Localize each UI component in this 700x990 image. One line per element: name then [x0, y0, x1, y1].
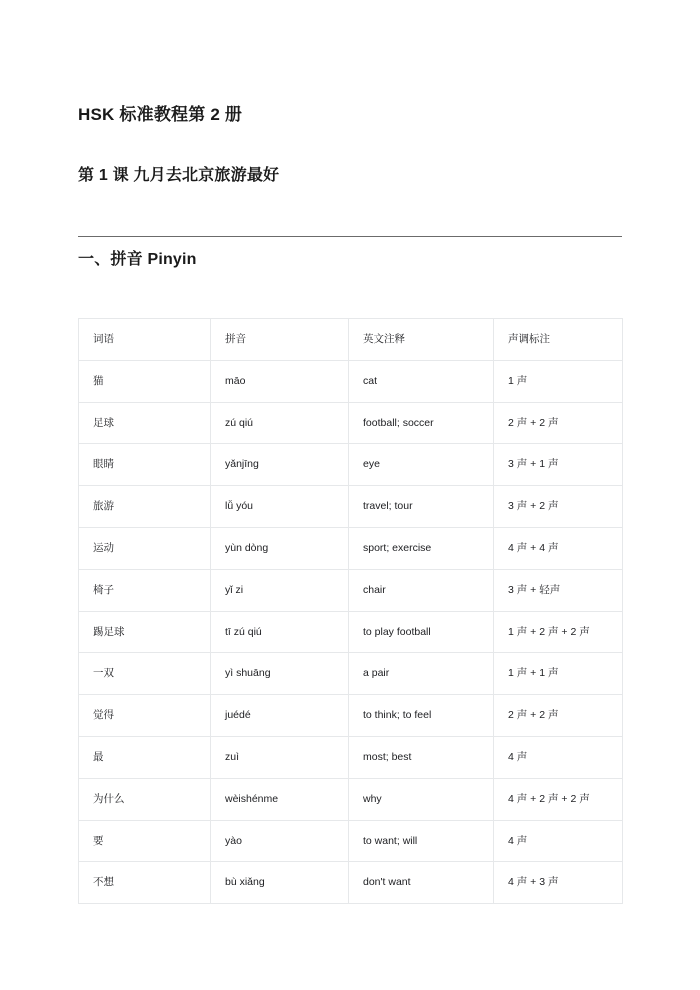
cell-english: cat: [349, 360, 494, 402]
cell-pinyin: yǎnjīng: [211, 444, 349, 486]
cell-tones: 3 声 + 2 声: [494, 486, 623, 528]
cell-word: 猫: [79, 360, 211, 402]
cell-tones: 2 声 + 2 声: [494, 402, 623, 444]
cell-word: 足球: [79, 402, 211, 444]
cell-english: why: [349, 778, 494, 820]
section-divider: [78, 236, 622, 237]
cell-tones: 1 声 + 1 声: [494, 653, 623, 695]
vocabulary-table-body: [79, 360, 623, 903]
cell-english: to want; will: [349, 820, 494, 862]
cell-pinyin: lǚ yóu: [211, 486, 349, 528]
cell-tones: 1 声: [494, 360, 623, 402]
document-title: HSK 标准教程第 2 册: [78, 105, 243, 124]
table-row: [79, 486, 623, 528]
cell-word: 觉得: [79, 695, 211, 737]
cell-word: 运动: [79, 527, 211, 569]
cell-word: 为什么: [79, 778, 211, 820]
cell-tones: 3 声 + 轻声: [494, 569, 623, 611]
cell-word: 椅子: [79, 569, 211, 611]
cell-tones: 1 声 + 2 声 + 2 声: [494, 611, 623, 653]
table-row: [79, 736, 623, 778]
column-header-english: 英文注释: [349, 319, 494, 361]
column-header-tones: 声调标注: [494, 319, 623, 361]
cell-tones: 2 声 + 2 声: [494, 695, 623, 737]
cell-tones: 4 声: [494, 820, 623, 862]
cell-pinyin: bù xiǎng: [211, 862, 349, 904]
table-row: [79, 360, 623, 402]
cell-pinyin: yào: [211, 820, 349, 862]
cell-pinyin: yì shuāng: [211, 653, 349, 695]
cell-word: 一双: [79, 653, 211, 695]
cell-tones: 3 声 + 1 声: [494, 444, 623, 486]
cell-word: 最: [79, 736, 211, 778]
table-row: [79, 527, 623, 569]
cell-pinyin: yùn dòng: [211, 527, 349, 569]
cell-english: chair: [349, 569, 494, 611]
cell-english: sport; exercise: [349, 527, 494, 569]
table-row: [79, 444, 623, 486]
cell-word: 要: [79, 820, 211, 862]
cell-tones: 4 声: [494, 736, 623, 778]
cell-word: 眼睛: [79, 444, 211, 486]
cell-pinyin: tī zú qiú: [211, 611, 349, 653]
column-header-word: 词语: [79, 319, 211, 361]
vocabulary-table-container: [78, 318, 622, 904]
cell-english: football; soccer: [349, 402, 494, 444]
cell-tones: 4 声 + 4 声: [494, 527, 623, 569]
lesson-title: 第 1 课 九月去北京旅游最好: [78, 166, 280, 184]
cell-word: 旅游: [79, 486, 211, 528]
table-header-row: [79, 319, 623, 361]
table-row: [79, 611, 623, 653]
table-row: [79, 402, 623, 444]
cell-english: to think; to feel: [349, 695, 494, 737]
table-row: [79, 653, 623, 695]
cell-tones: 4 声 + 2 声 + 2 声: [494, 778, 623, 820]
section-title-pinyin: 一、拼音 Pinyin: [78, 250, 197, 268]
cell-pinyin: yǐ zi: [211, 569, 349, 611]
table-row: [79, 820, 623, 862]
cell-pinyin: wèishénme: [211, 778, 349, 820]
cell-pinyin: zú qiú: [211, 402, 349, 444]
vocabulary-table: [78, 318, 623, 904]
cell-pinyin: juédé: [211, 695, 349, 737]
table-row: [79, 569, 623, 611]
cell-english: most; best: [349, 736, 494, 778]
table-row: [79, 695, 623, 737]
cell-word: 不想: [79, 862, 211, 904]
cell-word: 踢足球: [79, 611, 211, 653]
cell-pinyin: zuì: [211, 736, 349, 778]
cell-pinyin: māo: [211, 360, 349, 402]
cell-tones: 4 声 + 3 声: [494, 862, 623, 904]
table-row: [79, 862, 623, 904]
cell-english: to play football: [349, 611, 494, 653]
cell-english: a pair: [349, 653, 494, 695]
cell-english: travel; tour: [349, 486, 494, 528]
cell-english: eye: [349, 444, 494, 486]
column-header-pinyin: 拼音: [211, 319, 349, 361]
cell-english: don't want: [349, 862, 494, 904]
table-row: [79, 778, 623, 820]
